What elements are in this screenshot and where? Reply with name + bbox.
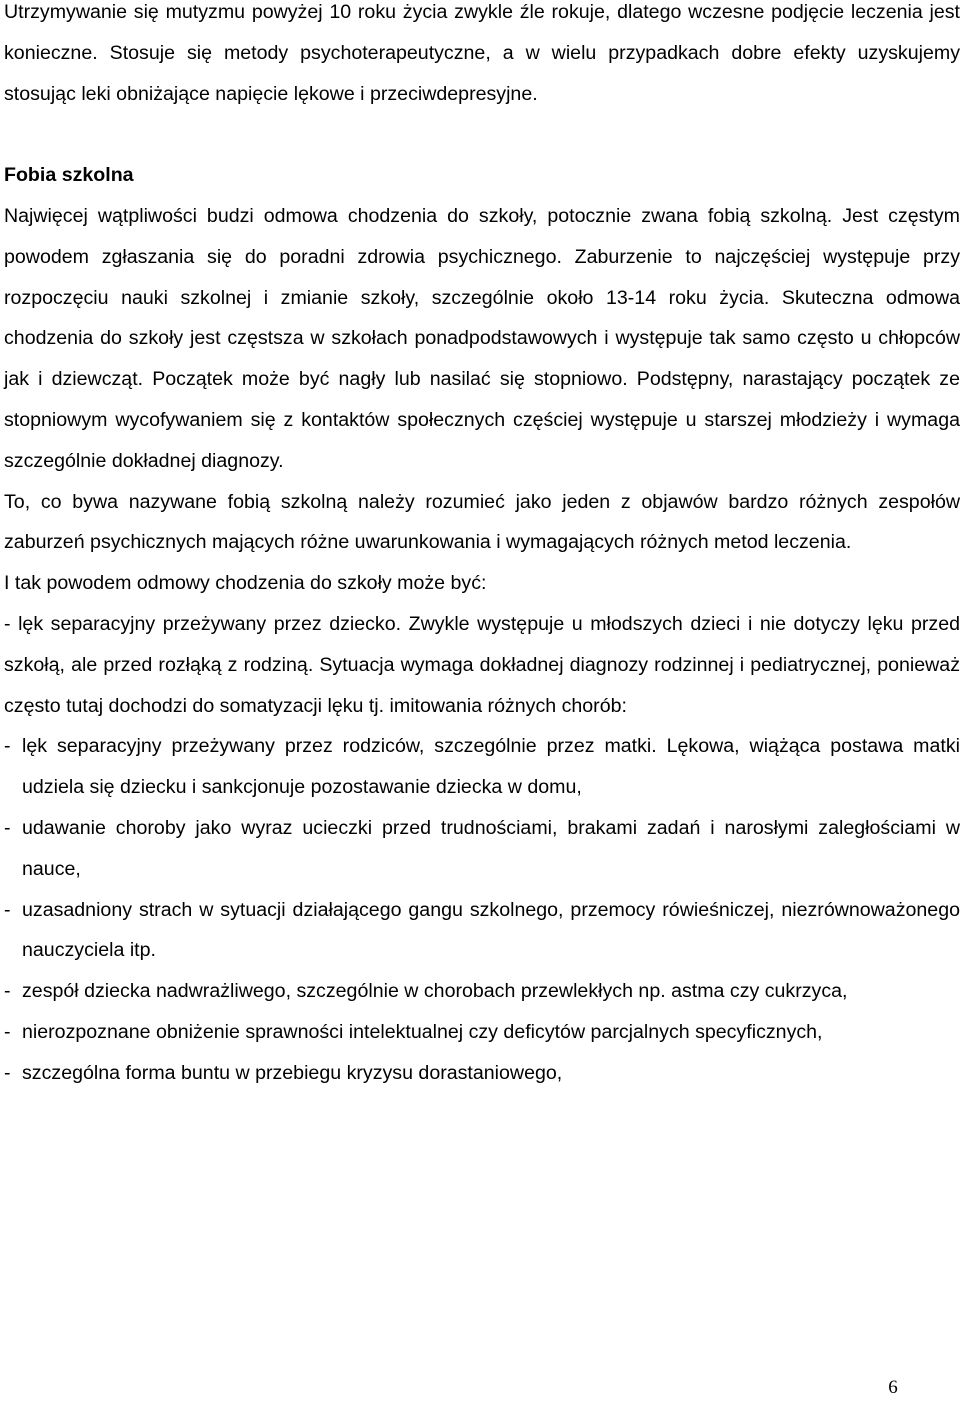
list-item — [4, 890, 960, 972]
list-item — [4, 1012, 960, 1053]
list-item — [4, 808, 960, 890]
paragraph-symptom-definition: To, co bywa nazywane fobią szkolną należy rozumieć jako jeden z objawów bardzo różnych zespołów zaburzeń psychicznych mających różne uwarunkowania i wymagających różnych metod leczenia. — [4, 490, 960, 554]
list-dash: - — [4, 980, 11, 1003]
document-page — [4, 0, 960, 1094]
list-item-text: udawanie choroby jako wyraz ucieczki przed trudnościami, brakami zadań i narosłymi zaległościami w nauce, — [22, 816, 960, 880]
paragraph-intro: Utrzymywanie się mutyzmu powyżej 10 roku życia zwykle źle rokuje, dlatego wczesne podjęcie leczenia jest konieczne. Stosuje się metody psychoterapeutyczne, a w wielu przypadkach dobre efekty uzyskujemy stosując leki obniżające napięcie lękowe i przeciwdepresyjne. — [4, 1, 960, 105]
section-heading: Fobia szkolna — [4, 164, 134, 187]
paragraph-separation-anxiety: - lęk separacyjny przeżywany przez dziecko. Zwykle występuje u młodszych dzieci i nie dotyczy lęku przed szkołą, ale przed rozłąką z rodziną. Sytuacja wymaga dokładnej diagnozy rodzinnej i pediatrycznej, ponieważ często tutaj dochodzi do somatyzacji lęku tj. imitowania różnych chorób: — [4, 612, 960, 717]
list-item-text: zespół dziecka nadwrażliwego, szczególnie w chorobach przewlekłych np. astma czy cukrzyca, — [22, 980, 848, 1003]
list-dash: - — [4, 816, 11, 839]
list-item — [4, 726, 960, 808]
paragraph-spacer — [4, 114, 960, 155]
list-item-text: uzasadniony strach w sytuacji działającego gangu szkolnego, przemocy rówieśniczej, niezrównoważonego nauczyciela itp. — [22, 898, 960, 962]
list-dash: - — [4, 1061, 11, 1084]
list-item-text: szczególna forma buntu w przebiegu kryzysu dorastaniowego, — [22, 1061, 563, 1084]
list-dash: - — [4, 898, 11, 921]
list-dash: - — [4, 1020, 11, 1043]
list-dash: - — [4, 735, 11, 758]
causes-list — [4, 726, 960, 1093]
paragraph-school-refusal: Najwięcej wątpliwości budzi odmowa chodzenia do szkoły, potocznie zwana fobią szkolną. Jest częstym powodem zgłaszania się do poradni zdrowia psychicznego. Zaburzenie to najczęściej występuje przy rozpoczęciu nauki szkolnej i zmianie szkoły, szczególnie około 13-14 roku życia. Skuteczna odmowa chodzenia do szkoły jest częstsza w szkołach ponadpodstawowych i występuje tak samo często u chłopców jak i dziewcząt. Początek może być nagły lub nasilać się stopniowo. Podstępny, narastający początek ze stopniowym wycofywaniem się z kontaktów społecznych częściej występuje u starszej młodzieży i wymaga szczególnie dokładnej diagnozy. — [4, 204, 960, 472]
list-item — [4, 971, 960, 1012]
list-item-text: nierozpoznane obniżenie sprawności intelektualnej czy deficytów parcjalnych specyficznych, — [22, 1020, 823, 1043]
list-item — [4, 1053, 960, 1094]
list-item-text: lęk separacyjny przeżywany przez rodziców, szczególnie przez matki. Lękowa, wiążąca postawa matki udziela się dziecku i sankcjonuje pozostawanie dziecka w domu, — [22, 735, 960, 799]
page-number: 6 — [888, 1377, 898, 1398]
paragraph-causes-intro: I tak powodem odmowy chodzenia do szkoły może być: — [4, 572, 487, 595]
